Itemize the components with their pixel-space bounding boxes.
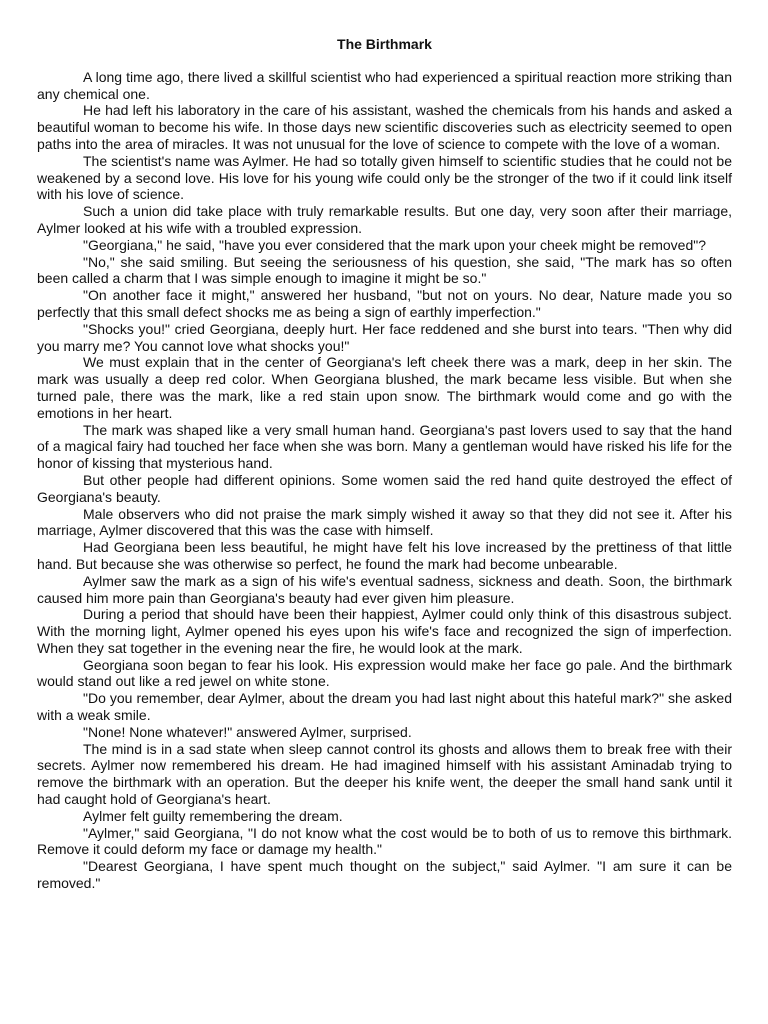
paragraph: "Dearest Georgiana, I have spent much thought on the subject," said Aylmer. "I am sure it can be removed.": [37, 858, 732, 892]
document-page: [37, 36, 732, 892]
paragraph: "Do you remember, dear Aylmer, about the dream you had last night about this hateful mark?" she asked with a weak smile.: [37, 690, 732, 724]
paragraph: "No," she said smiling. But seeing the seriousness of his question, she said, "The mark has so often been called a charm that I was simple enough to imagine it might be so.": [37, 253, 732, 287]
paragraph: A long time ago, there lived a skillful scientist who had experienced a spiritual reaction more striking than any chemical one.: [37, 68, 732, 102]
paragraph: Had Georgiana been less beautiful, he might have felt his love increased by the prettiness of that little hand. But because she was otherwise so perfect, he found the mark had become unbearable.: [37, 539, 732, 572]
paragraph: But other people had different opinions. Some women said the red hand quite destroyed the effect of Georgiana's beauty.: [37, 471, 732, 505]
paragraph: The scientist's name was Aylmer. He had so totally given himself to scientific studies that he could not be weakened by a second love. His love for his young wife could only be the stronger of the two if it could link itself with his love of science.: [37, 152, 732, 203]
document-title: The Birthmark: [337, 36, 432, 52]
paragraph: "Aylmer," said Georgiana, "I do not know what the cost would be to both of us to remove this birthmark. Remove it could deform my face or damage my health.": [37, 824, 732, 858]
paragraph: Aylmer saw the mark as a sign of his wife's eventual sadness, sickness and death. Soon, the birthmark caused him more pain than Georgiana's beauty had ever given him pleasure.: [37, 572, 732, 606]
paragraph: "Shocks you!" cried Georgiana, deeply hurt. Her face reddened and she burst into tears. "Then why did you marry me? You cannot love what shocks you!": [37, 320, 732, 354]
paragraph: The mind is in a sad state when sleep cannot control its ghosts and allows them to break free with their secrets. Aylmer now remembered his dream. He had imagined himself with his assistant Aminadab trying to remove the birthmark with an operation. But the deeper his knife went, the deeper the small hand sank until it had caught hold of Georgiana's heart.: [37, 740, 732, 808]
paragraph: "None! None whatever!" answered Aylmer, surprised.: [83, 723, 412, 740]
paragraph: Male observers who did not praise the mark simply wished it away so that they did not see it. After his marriage, Aylmer discovered that this was the case with himself.: [37, 505, 732, 539]
paragraph: Georgiana soon began to fear his look. His expression would make her face go pale. And the birthmark would stand out like a red jewel on white stone.: [37, 656, 732, 690]
paragraph: During a period that should have been their happiest, Aylmer could only think of this disastrous subject. With the morning light, Aylmer opened his eyes upon his wife's face and recognized the sign of imperfection. When they sat together in the evening near the fire, he would look at the mark.: [37, 606, 732, 656]
paragraph: We must explain that in the center of Georgiana's left cheek there was a mark, deep in her skin. The mark was usually a deep red color. When Georgiana blushed, the mark became less visible. But when she turned pale, there was the mark, like a red stain upon snow. The birthmark would come and go with the emotions in her heart.: [37, 354, 732, 421]
paragraph: Aylmer felt guilty remembering the dream.: [83, 807, 343, 824]
paragraph: Such a union did take place with truly remarkable results. But one day, very soon after their marriage, Aylmer looked at his wife with a troubled expression.: [37, 203, 732, 236]
paragraph: "Georgiana," he said, "have you ever considered that the mark upon your cheek might be removed"?: [83, 236, 707, 253]
paragraph: He had left his laboratory in the care of his assistant, washed the chemicals from his hands and asked a beautiful woman to become his wife. In those days new scientific discoveries such as electricity seemed to open paths into the area of miracles. It was not unusual for the love of science to compete with the love of a woman.: [37, 102, 732, 152]
paragraph: The mark was shaped like a very small human hand. Georgiana's past lovers used to say that the hand of a magical fairy had touched her face when she was born. Many a gentleman would have risked his life for the honor of kissing that mysterious hand.: [37, 421, 732, 472]
paragraph: "On another face it might," answered her husband, "but not on yours. No dear, Nature made you so perfectly that this small defect shocks me as being a sign of earthly imperfection.": [37, 287, 732, 320]
